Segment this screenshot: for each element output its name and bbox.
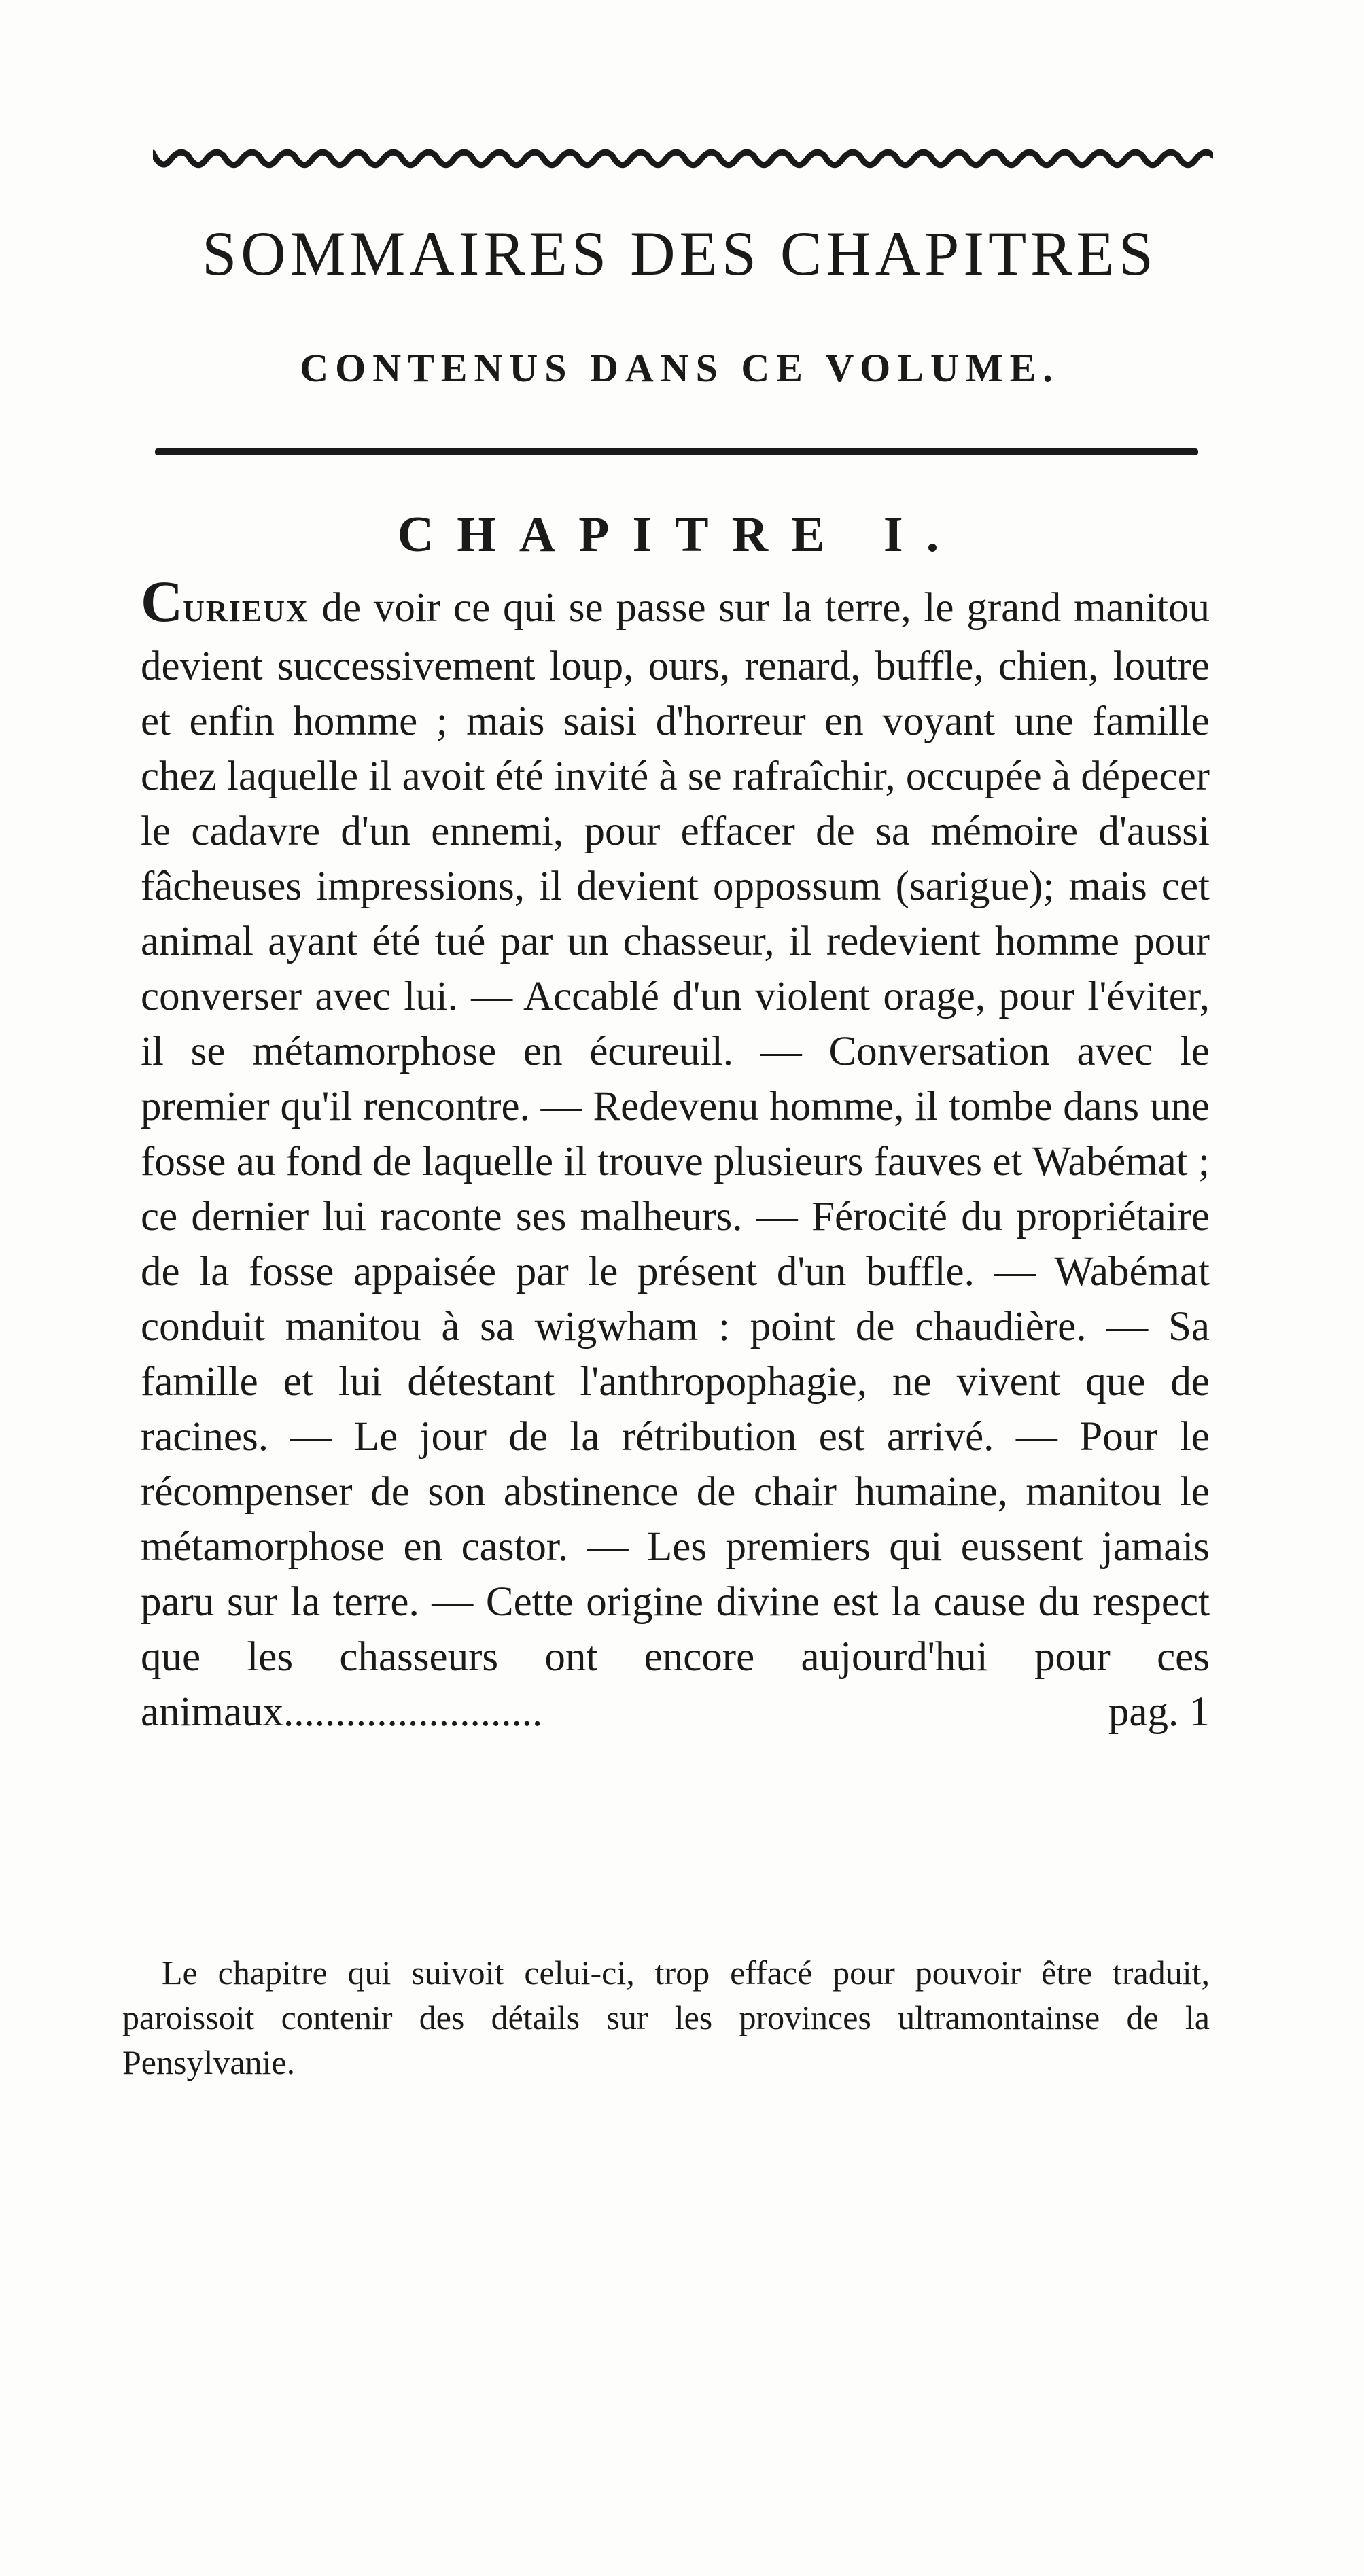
page-reference: pag. 1 bbox=[1108, 1689, 1210, 1735]
footnote: Le chapitre qui suivoit celui-ci, trop effacé pour pouvoir être traduit, paroissoit contenir des détails sur les provinces ultramontainse de la Pensylvanie. bbox=[122, 1954, 1210, 2081]
drop-cap: C bbox=[141, 569, 183, 634]
divider-rule bbox=[155, 448, 1198, 455]
wavy-ornament bbox=[153, 139, 1213, 180]
small-caps-word: URIEUX bbox=[183, 595, 309, 628]
dot-leader: ........................ bbox=[294, 1689, 543, 1735]
chapter-summary bbox=[141, 569, 1210, 1740]
summary-text: de voir ce qui se passe sur la terre, le grand manitou devient successivement loup, ours, renard, buffle, chien, loutre et enfin homme ; mais saisi d'horreur en voyant une famille chez laquelle il avoit été invité à se rafraîchir, occupée à dépecer le cadavre d'un ennemi, pour effacer de sa mémoire d'aussi fâcheuses impressions, il devient oppossum (sarigue); mais cet animal ayant été tué par un chasseur, il redevient homme pour converser avec lui. — Accablé d'un violent orage, pour l'éviter, il se métamorphose en écureuil. — Conversation avec le premier qu'il rencontre. — Redevenu homme, il tombe dans une fosse au fond de laquelle il trouve plusieurs fauves et Wabémat ; ce dernier lui raconte ses malheurs. — Férocité du propriétaire de la fosse appaisée par le présent d'un buffle. — Wabémat conduit manitou à sa wigwham : point de chaudière. — Sa famille et lui détestant l'anthropophagie, ne vivent que de racines. — Le jour de la rétribution est arrivé. — Pour le récompenser de son abstinence de chair humaine, manitou le métamorphose en castor. — Les premiers qui eussent jamais paru sur la terre. — Cette origine divine est la cause du respect que les chasseurs ont encore aujourd'hui pour ces animaux. bbox=[141, 585, 1210, 1735]
chapter-heading: CHAPITRE I. bbox=[397, 507, 962, 563]
page-subtitle: CONTENUS DANS CE VOLUME. bbox=[300, 346, 1060, 390]
page-title: SOMMAIRES DES CHAPITRES bbox=[202, 219, 1157, 288]
